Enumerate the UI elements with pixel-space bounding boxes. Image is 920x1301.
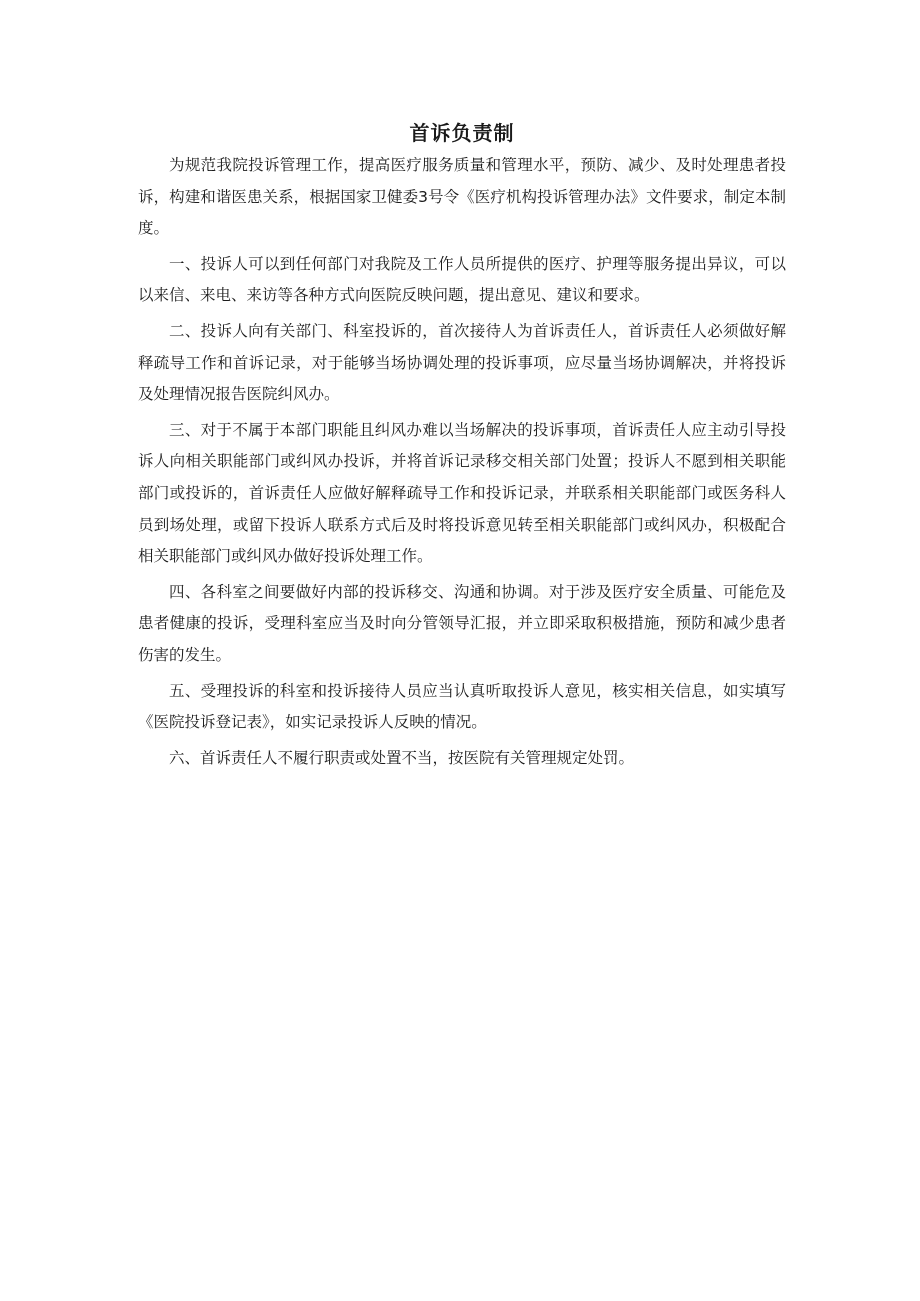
paragraph-article-5: 五、受理投诉的科室和投诉接待人员应当认真听取投诉人意见，核实相关信息，如实填写《医院投诉登记表》，如实记录投诉人反映的情况。 — [138, 681, 786, 732]
paragraph-article-1: 一、投诉人可以到任何部门对我院及工作人员所提供的医疗、护理等服务提出异议，可以以来信、来电、来访等各种方式向医院反映问题，提出意见、建议和要求。 — [138, 254, 786, 305]
paragraph-article-6: 六、首诉责任人不履行职责或处置不当，按医院有关管理规定处罚。 — [169, 748, 635, 767]
paragraph-article-2: 二、投诉人向有关部门、科室投诉的，首次接待人为首诉责任人，首诉责任人必须做好解释疏导工作和首诉记录，对于能够当场协调处理的投诉事项，应尽量当场协调解决，并将投诉及处理情况报告医院纠风办。 — [138, 321, 786, 404]
document-body — [138, 116, 786, 774]
document-title: 首诉负责制 — [409, 121, 515, 145]
paragraph-article-3: 三、对于不属于本部门职能且纠风办难以当场解决的投诉事项，首诉责任人应主动引导投诉人向相关职能部门或纠风办投诉，并将首诉记录移交相关部门处置；投诉人不愿到相关职能部门或投诉的，首诉责任人应做好解释疏导工作和投诉记录，并联系相关职能部门或医务科人员到场处理，或留下投诉人联系方式后及时将投诉意见转至相关职能部门或纠风办，积极配合相关职能部门或纠风办做好投诉处理工作。 — [138, 420, 786, 566]
paragraph-intro: 为规范我院投诉管理工作，提高医疗服务质量和管理水平，预防、减少、及时处理患者投诉，构建和谐医患关系，根据国家卫健委3号令《医疗机构投诉管理办法》文件要求，制定本制度。 — [138, 156, 786, 238]
paragraph-article-4: 四、各科室之间要做好内部的投诉移交、沟通和协调。对于涉及医疗安全质量、可能危及患者健康的投诉，受理科室应当及时向分管领导汇报，并立即采取积极措施，预防和减少患者伤害的发生。 — [138, 582, 786, 664]
